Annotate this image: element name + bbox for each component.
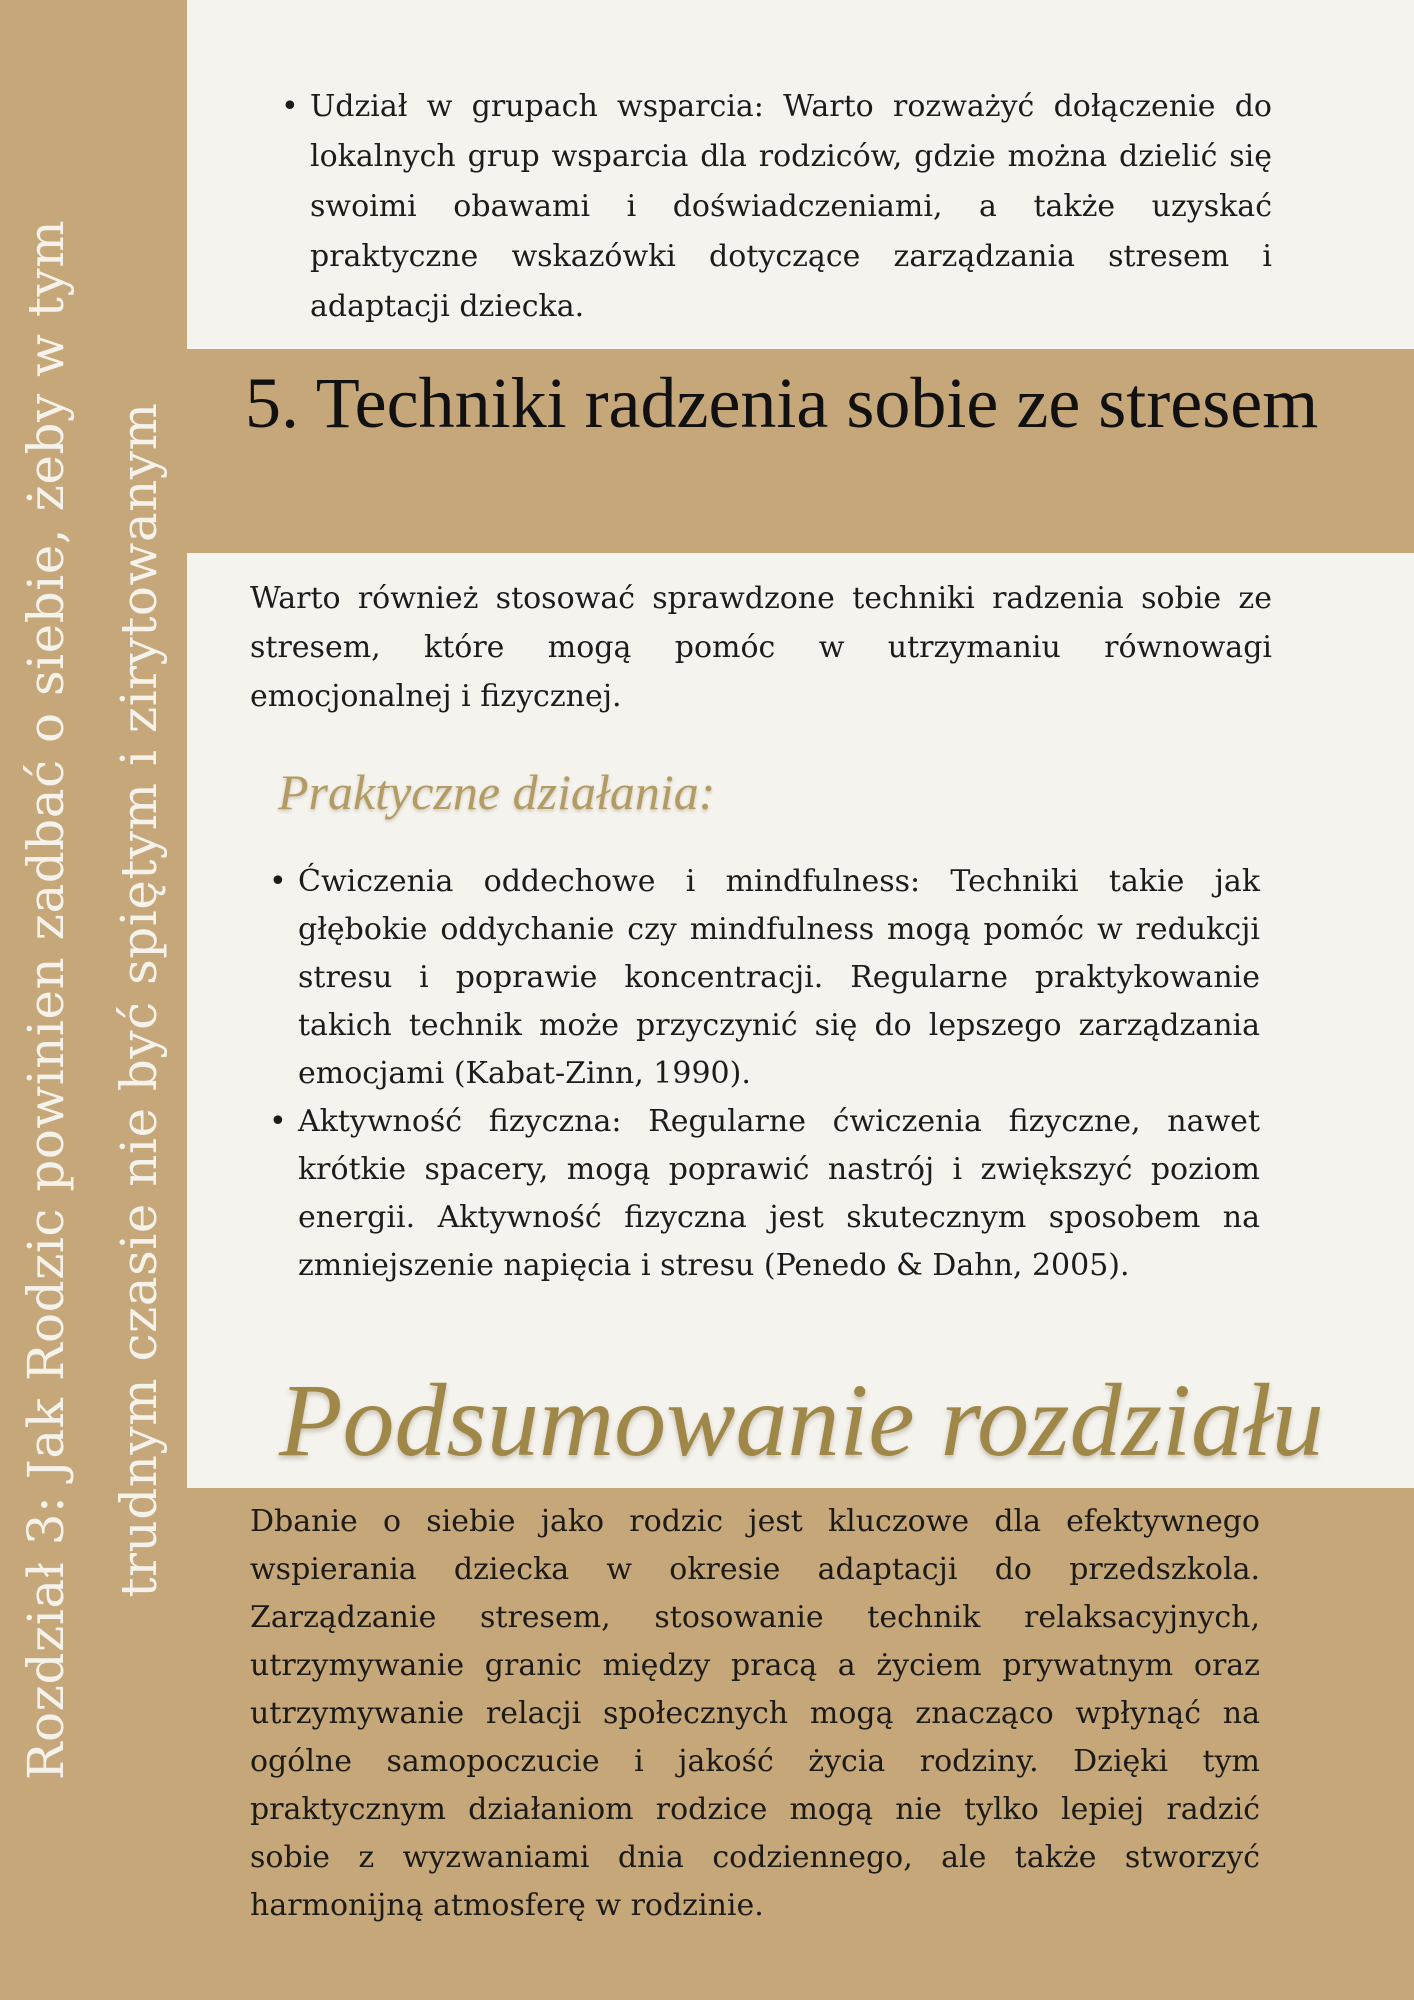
chapter-sidebar — [0, 0, 187, 2000]
section-heading: 5. Techniki radzenia sobie ze stresem — [245, 363, 1319, 443]
practical-actions-list — [298, 858, 1260, 1290]
chapter-title: Rozdział 3: Jak Rodzic powinien zadbać o siebie, żeby w tym trudnym czasie nie być spiętym i zirytowanym — [17, 219, 168, 1781]
section-intro: Warto również stosować sprawdzone techniki radzenia sobie ze stresem, które mogą pomóc w utrzymaniu równowagi emocjonalnej i fizycznej. — [250, 581, 1272, 714]
summary-text: Dbanie o siebie jako rodzic jest kluczowe dla efektywnego wspierania dziecka w okresie adaptacji do przedszkola. Zarządzanie stresem, stosowanie technik relaksacyjnych, utrzymywanie granic między pracą a życiem prywatnym oraz utrzymywanie relacji społecznych mogą znacząco wpłynąć na ogólne samopoczucie i jakość życia rodziny. Dzięki tym praktycznym działaniom rodzice mogą nie tylko lepiej radzić sobie z wyzwaniami dnia codziennego, ale także stworzyć harmonijną atmosferę w rodzinie. — [250, 1504, 1260, 1923]
summary-heading: Podsumowanie rozdziału — [279, 1363, 1324, 1478]
practical-actions-heading: Praktyczne działania: — [278, 764, 716, 820]
list-item: • Udział w grupach wsparcia: Warto rozważyć dołączenie do lokalnych grup wsparcia dla rodziców, gdzie można dzielić się swoimi obawami i doświadczeniami, a także uzyskać praktyczne wskazówki dotyczące zarządzania stresem i adaptacji dziecka. — [310, 82, 1272, 332]
list-item: • Ćwiczenia oddechowe i mindfulness: Techniki takie jak głębokie oddychanie czy mindfulness mogą pomóc w redukcji stresu i poprawie koncentracji. Regularne praktykowanie takich technik może przyczynić się do lepszego zarządzania emocjami (Kabat-Zinn, 1990). — [298, 858, 1260, 1098]
list-item: • Aktywność fizyczna: Regularne ćwiczenia fizyczne, nawet krótkie spacery, mogą poprawić nastrój i zwiększyć poziom energii. Aktywność fizyczna jest skutecznym sposobem na zmniejszenie napięcia i stresu (Penedo & Dahn, 2005). — [298, 1098, 1260, 1290]
support-groups-list — [310, 82, 1272, 332]
